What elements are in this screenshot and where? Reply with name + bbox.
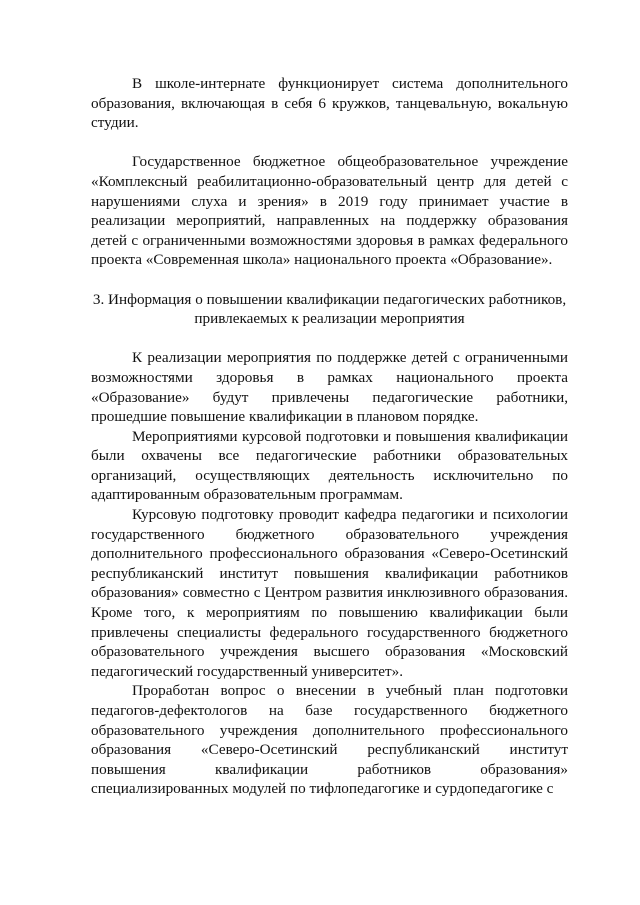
paragraph-training-department: Курсовую подготовку проводит кафедра педагогики и психологии государственного бюджетного образовательного учреждения дополнительного профессионального образования «Северо-Осетинский республиканский институт повышения квалификации работников образования» совместно с Центром развития инклюзивного образования. Кроме того, к мероприятиям по повышению квалификации были привлечены специалисты федерального государственного бюджетного образовательного учреждения высшего образования «Московский педагогический государственный университет». (91, 506, 568, 680)
paragraph-project-participation: Государственное бюджетное общеобразовательное учреждение «Комплексный реабилитационно-образовательный центр для детей с нарушениями слуха и зрения» в 2019 году принимает участие в реализации мероприятий, направленных на поддержку образования детей с ограниченными возможностями здоровья в рамках федерального проекта «Современная школа» национального проекта «Образование». (91, 153, 568, 269)
document-body (91, 74, 568, 799)
section-heading: 3. Информация о повышении квалификации педагогических работников, привлекаемых к реализации мероприятия (92, 290, 567, 328)
paragraph-additional-education: В школе-интернате функционирует система дополнительного образования, включающая в себя 6 кружков, танцевальную, вокальную студии. (91, 75, 568, 132)
paragraph-curriculum-modules: Проработан вопрос о внесении в учебный план подготовки педагогов-дефектологов на базе государственного бюджетного образовательного учреждения дополнительного профессионального образования «Северо-Осетинский республиканский институт повышения квалификации работников образования» специализированных модулей по тифлопедагогике и сурдопедагогике с (91, 682, 568, 798)
paragraph-staff-involvement: К реализации мероприятия по поддержке детей с ограниченными возможностями здоровья в рамках национального проекта «Образование» будут привлечены педагогические работники, прошедшие повышение квалификации в плановом порядке. (91, 349, 568, 426)
paragraph-course-training: Мероприятиями курсовой подготовки и повышения квалификации были охвачены все педагогические работники образовательных организаций, осуществляющих деятельность исключительно по адаптированным образовательным программам. (91, 427, 568, 504)
